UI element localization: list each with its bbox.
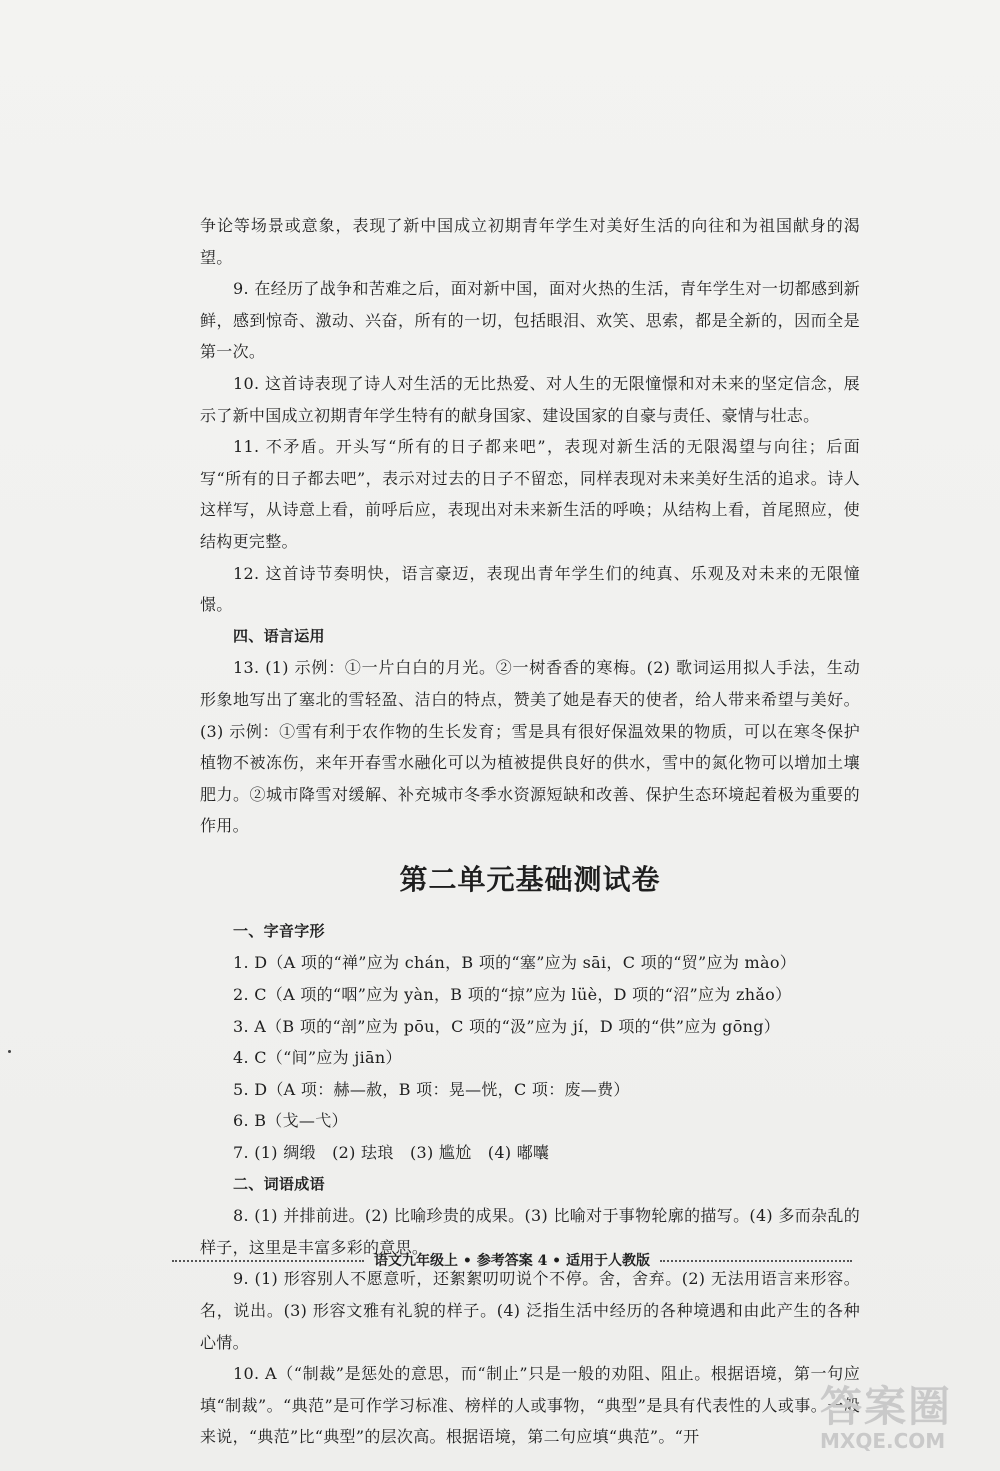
list-item: 3. A（B 项的“剖”应为 pōu，C 项的“汲”应为 jí，D 项的“供”应为 gōng） [233,1016,781,1036]
list-item: 6. B（戈—弋） [233,1111,348,1131]
page-footer [172,1250,852,1270]
paragraph-continuation: 争论等场景或意象，表现了新中国成立初期青年学生对美好生活的向往和为祖国献身的渴望。 [200,216,860,267]
answer-11: 11. 不矛盾。开头写“所有的日子都来吧”，表现对新生活的无限渴望与向往；后面写“所有的日子都去吧”，表示对过去的日子不留恋，同样表现对未来美好生活的追求。诗人这样写，从诗意上看，前呼后应，表现出对未来新生活的呼唤；从结构上看，首尾照应，使结构更完整。 [200,437,860,551]
answer-10-vocab: 10. A（“制裁”是惩处的意思，而“制止”只是一般的劝阻、阻止。根据语境，第一句应填“制裁”。“典范”是可作学习标准、榜样的人或事物，“典型”是具有代表性的人或事。一般来说，“典范”比“典型”的层次高。根据语境，第二句应填“典范”。“开 [200,1364,860,1447]
section-heading-pronunciation: 一、字音字形 [233,921,325,940]
section-heading-language-use: 四、语言运用 [233,626,325,645]
footer-dotted-line-right [660,1260,852,1262]
watermark-logo: 答案圈 [820,1382,953,1431]
list-item: 4. C（“间”应为 jiān） [233,1048,402,1068]
list-item: 1. D（A 项的“禅”应为 chán，B 项的“塞”应为 sāi，C 项的“贸”应为 mào） [233,953,797,973]
watermark-url: MXQE.COM [820,1429,946,1453]
section-heading-vocabulary: 二、词语成语 [233,1174,325,1193]
list-item: 7. (1) 绸缎 (2) 珐琅 (3) 尴尬 (4) 嘟囔 [233,1143,550,1163]
footer-text: 语文九年级上 • 参考答案 4 • 适用于人教版 [374,1253,651,1269]
scan-speck [8,1050,11,1053]
footer-dotted-line-left [172,1260,364,1262]
list-item: 2. C（A 项的“咽”应为 yàn，B 项的“掠”应为 lüè，D 项的“沼”应为 zhǎo） [233,985,792,1005]
list-item: 5. D（A 项：赫—赦，B 项：晃—恍，C 项：废—费） [233,1079,630,1099]
answer-9: 9. 在经历了战争和苦难之后，面对新中国，面对火热的生活，青年学生对一切都感到新鲜，感到惊奇、激动、兴奋，所有的一切，包括眼泪、欢笑、思索，都是全新的，因而全是第一次。 [200,279,860,362]
page-title: 第二单元基础测试卷 [399,862,661,896]
watermark [820,1382,990,1465]
answer-13: 13. (1) 示例：①一片白白的月光。②一树香香的寒梅。(2) 歌词运用拟人手法，生动形象地写出了塞北的雪轻盈、洁白的特点，赞美了她是春天的使者，给人带来希望与美好。(3) 示例：①雪有利于农作物的生长发育；雪是具有很好保温效果的物质，可以在寒冬保护植物不被冻伤，来年开春雪水融化可以为植被提供良好的供水，雪中的氮化物可以增加土壤肥力。②城市降雪对缓解、补充城市冬季水资源短缺和改善、保护生态环境起着极为重要的作用。 [200,658,860,836]
answer-8: 8. (1) 并排前进。(2) 比喻珍贵的成果。(3) 比喻对于事物轮廓的描写。(4) 多而杂乱的样子，这里是丰富多彩的意思。 [200,1206,860,1257]
answer-10: 10. 这首诗表现了诗人对生活的无比热爱、对人生的无限憧憬和对未来的坚定信念，展示了新中国成立初期青年学生特有的献身国家、建设国家的自豪与责任、豪情与壮志。 [200,373,860,425]
answer-12: 12. 这首诗节奏明快，语言豪迈，表现出青年学生们的纯真、乐观及对未来的无限憧憬。 [200,563,860,615]
answer-9-vocab: 9. (1) 形容别人不愿意听，还絮絮叨叨说个不停。舍，舍弃。(2) 无法用语言来形容。名，说出。(3) 形容文雅有礼貌的样子。(4) 泛指生活中经历的各种境遇和由此产生的各种心情。 [200,1269,860,1352]
